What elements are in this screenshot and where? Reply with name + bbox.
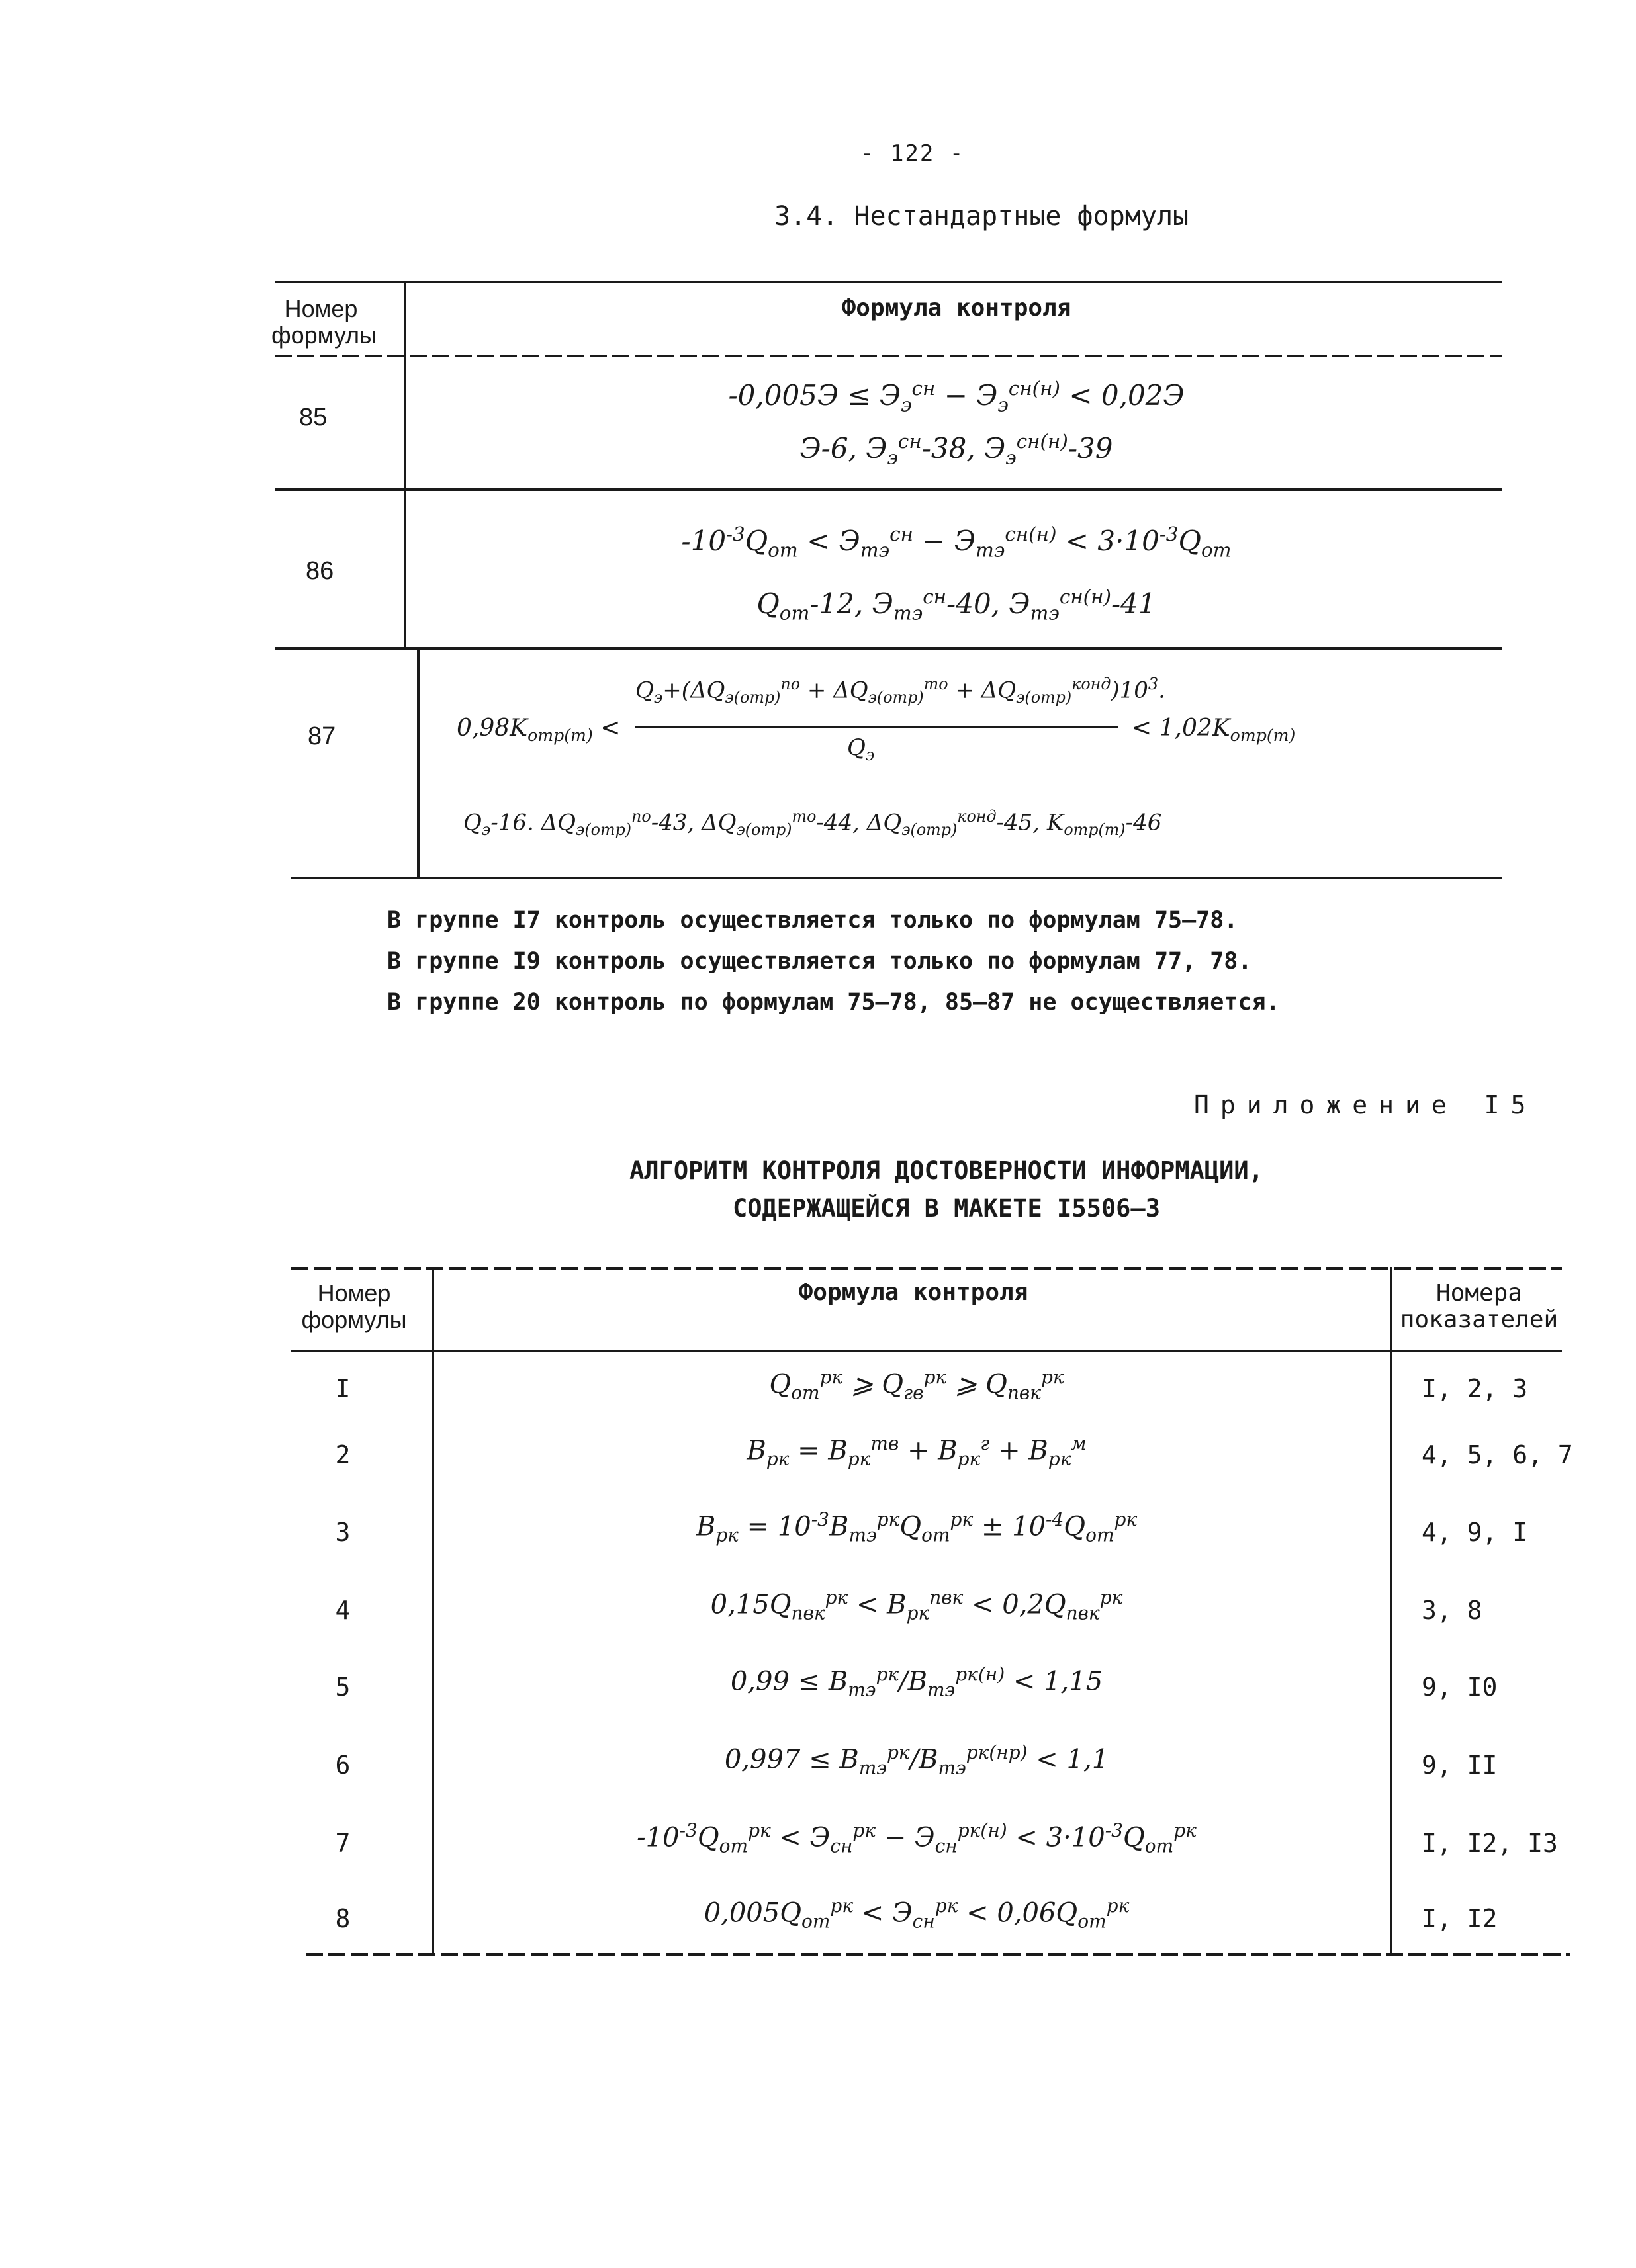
formula-number: 86 <box>306 557 334 585</box>
table-1-top-rule <box>275 281 1502 283</box>
indicator-numbers: I, I2 <box>1422 1904 1498 1933</box>
formula-text: 0,98K <box>457 715 528 742</box>
formula-number: 85 <box>299 404 328 431</box>
table-1-header-number: Номер формулы <box>271 295 377 349</box>
section-title: 3.4. Нестандартные формулы <box>774 201 1189 232</box>
page-number: - 122 - <box>860 140 965 167</box>
indicator-numbers: I, 2, 3 <box>1422 1374 1528 1403</box>
formula-number: 6 <box>335 1751 351 1780</box>
note-line: В группе I9 контроль осуществляется только по формулам 77, 78. <box>387 948 1252 975</box>
table-2-column-rule <box>1390 1267 1392 1955</box>
formula: $B_{рк} = 10^{-3}B_{тэ}^{рк}Q_{от}^{рк} \pm 10^{-4}Q_{от}^{рк}$ <box>696 1508 1138 1546</box>
table-2-bottom-rule <box>306 1953 1570 1956</box>
indicator-numbers: 9, II <box>1422 1751 1498 1780</box>
formula: $-10^{-3}Q_{от}^{рк} < Э_{сн}^{рк} - Э_{сн}^{рк(н)} < 3\cdot 10^{-3}Q_{от}^{рк}$ <box>637 1819 1197 1857</box>
formula-text: Э-6, Э <box>799 432 887 464</box>
table-1-row-rule <box>275 647 1502 650</box>
indicator-numbers: 9, I0 <box>1422 1673 1498 1702</box>
formula-line: $-0,005Э \le Э_э^{сн} - Э_э^{сн(н)} < 0,02Э$ <box>728 377 1185 416</box>
formula-number: 4 <box>335 1596 351 1625</box>
note-line: В группе 20 контроль по формулам 75–78, 85–87 не осуществляется. <box>387 989 1280 1016</box>
formula: $Q_{от}^{рк}$ ⩾ $Q_{гв}^{рк}$ ⩾ $Q_{пвк}^{рк}$ <box>769 1366 1064 1404</box>
formula-text: -0,005Э ≤ Э <box>728 379 901 412</box>
formula-number: I <box>335 1374 351 1403</box>
table-1-header-formula: Формула контроля <box>841 294 1071 322</box>
formula-number: 3 <box>335 1518 351 1547</box>
appendix-subtitle: СОДЕРЖАЩЕЙСЯ В МАКЕТЕ I5506–3 <box>732 1194 1160 1223</box>
formula-text: -10 <box>681 525 727 557</box>
formula-text: Q <box>463 809 482 836</box>
table-2-header-indicators: Номера показателей <box>1400 1280 1559 1333</box>
indicator-numbers: 4, 9, I <box>1422 1518 1528 1547</box>
table-2-header-number: Номер формулы <box>301 1280 407 1333</box>
table-2-column-rule <box>432 1267 434 1955</box>
formula: $0,15Q_{пвк}^{рк} < B_{рк}^{пвк} < 0,2Q_{пвк}^{рк}$ <box>710 1587 1123 1624</box>
formula-line: $-10^{-3}Q_{от} < Э_{тэ}^{сн} - Э_{тэ}^{сн(н)} < 3\cdot 10^{-3}Q_{от}$ <box>681 523 1232 562</box>
table-2-header-rule <box>291 1350 1562 1352</box>
table-1-bottom-rule <box>291 877 1502 879</box>
table-1-column-rule <box>417 647 420 878</box>
formula-text: Q <box>756 588 780 620</box>
fraction-denominator: $Q_э$ <box>847 734 875 764</box>
indicator-numbers: 3, 8 <box>1422 1596 1482 1625</box>
formula-line: $0,98K_{отр(т)}$ < <box>457 715 621 746</box>
formula-line: $Q_э-16$. $\Delta Q_{э(отр)}^{по}-43$, $\Delta Q_{э(отр)}^{то}-44$, $\Delta Q_{э(отр)}^{конд}-45$, $K_{отр(т)}-46$ <box>463 807 1162 840</box>
table-1-column-rule <box>404 281 406 648</box>
formula-number: 5 <box>335 1673 351 1702</box>
formula-line: $Q_{от}-12$, $Э_{тэ}^{сн}-40$, $Э_{тэ}^{сн(н)}-41$ <box>756 586 1156 625</box>
formula: $B_{рк} = B_{рк}^{тв} + B_{рк}^г + B_{рк}^м$ <box>747 1432 1087 1470</box>
formula-number: 7 <box>335 1829 351 1858</box>
indicator-numbers: I, I2, I3 <box>1422 1829 1558 1858</box>
formula-line: Э-6, $Э_э^{сн}-38$, $Э_э^{сн(н)}-39$ <box>799 430 1113 469</box>
table-2-header-formula: Формула контроля <box>798 1279 1028 1306</box>
table-1-row-rule <box>275 488 1502 491</box>
formula-number: 87 <box>308 722 336 750</box>
table-1-header-rule <box>275 355 1502 357</box>
fraction-numerator: $Q_э+(\Delta Q_{э(отр)}^{по} + \Delta Q_{э(отр)}^{то} + \Delta Q_{э(отр)}^{конд})10^3$. <box>635 675 1165 707</box>
formula-line: < $1,02K_{отр(т)}$ <box>1132 715 1296 746</box>
formula: $0,997 \le B_{тэ}^{рк}/B_{тэ}^{рк(нр)} < 1,1$ <box>724 1741 1109 1779</box>
table-2-top-rule <box>291 1267 1562 1270</box>
indicator-numbers: 4, 5, 6, 7 <box>1422 1440 1573 1469</box>
fraction-bar <box>635 726 1118 728</box>
formula-number: 8 <box>335 1904 351 1933</box>
appendix-label: Приложение I5 <box>1194 1090 1537 1119</box>
formula-number: 2 <box>335 1440 351 1469</box>
appendix-title: АЛГОРИТМ КОНТРОЛЯ ДОСТОВЕРНОСТИ ИНФОРМАЦИИ, <box>629 1156 1263 1185</box>
formula: $0,99 \le B_{тэ}^{рк}/B_{тэ}^{рк(н)} < 1,15$ <box>730 1663 1103 1701</box>
formula: $0,005Q_{от}^{рк} < Э_{сн}^{рк} < 0,06Q_{от}^{рк}$ <box>704 1895 1130 1933</box>
note-line: В группе I7 контроль осуществляется только по формулам 75–78. <box>387 907 1238 934</box>
